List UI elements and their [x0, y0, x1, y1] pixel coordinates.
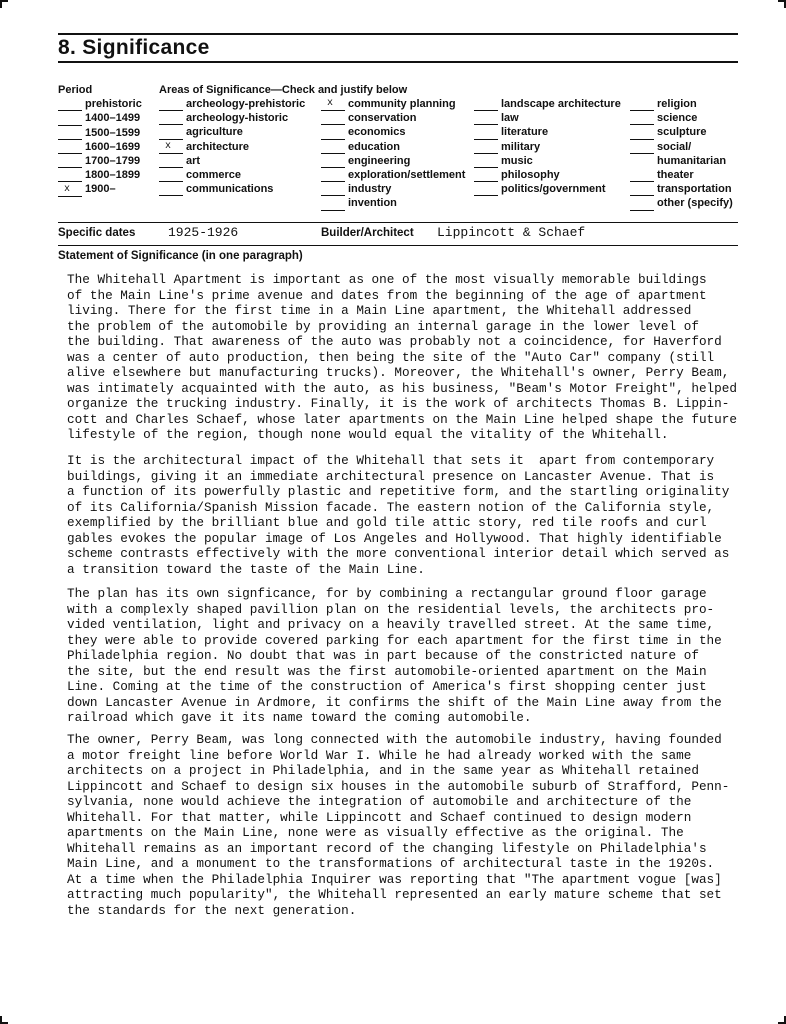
- text-line: organize the trucking industry. Finally, it is the work of architects Thomas B. Lippin-: [67, 396, 730, 411]
- checklist-label: social/: [657, 140, 692, 153]
- checklist-label: transportation: [657, 183, 732, 196]
- check-blank: [58, 100, 82, 111]
- text-line: of its California/Spanish Mission facade. The eastern notion of the California style,: [67, 499, 715, 515]
- checklist-label: 1500–1599: [85, 126, 141, 139]
- checklist-label: archeology-prehistoric: [186, 98, 306, 110]
- checklist-item: [321, 182, 465, 196]
- check-blank: [321, 200, 345, 211]
- checklist-item: [159, 111, 305, 125]
- text-line: At a time when the Philadelphia Inquirer was reporting that "The apartment vogue [was]: [67, 871, 722, 887]
- check-blank: [159, 171, 183, 182]
- text-line: the site, but the end result was the first automobile-oriented apartment on the Main: [67, 663, 707, 679]
- text-line: lifestyle of the region, though none would equal the vitality of the Whitehall.: [67, 427, 669, 442]
- check-blank: [474, 185, 498, 196]
- areas-column-3: [474, 97, 621, 196]
- checklist-item: [321, 140, 465, 154]
- checklist-item: [58, 140, 142, 154]
- checklist-label: other (specify): [657, 197, 733, 210]
- check-mark: x: [327, 98, 334, 110]
- checklist-label: 1900–: [85, 183, 116, 196]
- areas-column-2: [321, 97, 465, 211]
- text-line: The plan has its own signficance, for by combining a rectangular ground floor garage: [67, 586, 707, 601]
- checklist-label: 1600–1699: [85, 140, 141, 153]
- checklist-label: 1800–1899: [85, 169, 141, 182]
- text-line: cott and Charles Schaef, whose later apartments on the Main Line helped shape the future: [67, 411, 738, 427]
- check-blank: [630, 114, 654, 125]
- text-line: a motor freight line before World War I. While he had already worked with the same: [67, 747, 692, 763]
- dates-bottom-rule: [58, 245, 738, 246]
- check-mark: x: [165, 140, 172, 152]
- text-line: of the Main Line's prime avenue and dates from the beginning of the age of apartment: [67, 287, 707, 303]
- checklist-item: [630, 125, 733, 139]
- checklist-label: industry: [348, 183, 392, 196]
- checklist-label: education: [348, 140, 400, 153]
- checklist-item: [474, 154, 621, 168]
- check-blank: [321, 157, 345, 168]
- specific-dates-label: Specific dates: [58, 227, 136, 239]
- checklist-label: economics: [348, 126, 406, 139]
- checklist-label: literature: [501, 126, 549, 139]
- checklist-label: sculpture: [657, 126, 707, 139]
- check-blank: [58, 183, 82, 197]
- text-line: was intimately acquainted with the auto, as his business, "Beam's Motor Freight", helped: [67, 380, 738, 396]
- checklist-item: [630, 111, 733, 125]
- checklist-item: [321, 196, 465, 210]
- text-line: The owner, Perry Beam, was long connected with the automobile industry, having founded: [67, 732, 722, 747]
- checklist-item: [630, 140, 733, 154]
- statement-heading: Statement of Significance (in one paragraph): [58, 250, 303, 262]
- text-line: Whitehall remains as an important record of the changing lifestyle on Philadelphia's: [67, 840, 707, 856]
- checklist-label: architecture: [186, 140, 249, 153]
- check-blank: [630, 129, 654, 140]
- checklist-item: [58, 111, 142, 125]
- specific-dates-value: 1925-1926: [168, 225, 239, 240]
- checklist-item: [159, 140, 305, 154]
- text-line: the building. That awareness of the auto was probably not a coincidence, for Haverford: [67, 334, 722, 349]
- period-column: [58, 83, 142, 197]
- text-line: was a center of auto production, then being the site of the "Auto Car" company (still: [67, 349, 715, 365]
- checklist-item: [321, 168, 465, 182]
- areas-heading-wrap: [159, 83, 407, 97]
- paragraph-1: [67, 272, 757, 443]
- checklist-label: archeology-historic: [186, 112, 289, 125]
- dates-top-rule: [58, 222, 738, 223]
- checklist-item: [630, 182, 733, 196]
- checklist-item: [474, 97, 621, 111]
- checklist-item: [474, 140, 621, 154]
- text-line: a transition toward the taste of the Main Line.: [67, 561, 425, 577]
- checklist-item: [159, 168, 305, 182]
- checklist-label: communications: [186, 183, 274, 196]
- areas-column-4: [630, 97, 733, 211]
- top-rule: [58, 33, 738, 35]
- checklist-item: [630, 196, 733, 210]
- checklist-item: [630, 97, 733, 111]
- check-blank: [159, 129, 183, 140]
- checklist-label: 1700–1799: [85, 154, 141, 167]
- checklist-label: landscape architecture: [501, 98, 621, 110]
- checklist-item: [58, 154, 142, 168]
- checklist-item: [321, 97, 465, 111]
- checklist-label: conservation: [348, 112, 417, 125]
- checklist-item: [474, 125, 621, 139]
- text-line: sylvania, none would achieve the integration of automobile and architecture of the: [67, 794, 692, 809]
- checklist-label: invention: [348, 197, 397, 210]
- checklist-item: [58, 97, 142, 111]
- text-line: The Whitehall Apartment is important as one of the most visually memorable buildings: [67, 272, 707, 287]
- areas-heading: Areas of Significance—Check and justify below: [159, 84, 408, 96]
- text-line: gables evokes the popular image of Los Angeles and Hollywood. That highly identifiable: [67, 530, 722, 546]
- check-blank: [474, 100, 498, 111]
- check-blank: [474, 129, 498, 140]
- check-blank: [159, 114, 183, 125]
- checklist-item: [58, 126, 142, 140]
- check-blank: [159, 140, 183, 154]
- checklist-item: [474, 111, 621, 125]
- check-blank: [159, 157, 183, 168]
- check-blank: [58, 115, 82, 126]
- checklist-label: community planning: [348, 98, 456, 110]
- checklist-item: [321, 125, 465, 139]
- text-line: railroad which gave it its name toward the coming automobile.: [67, 710, 532, 725]
- check-blank: [630, 100, 654, 111]
- text-line: the standards for the next generation.: [67, 902, 357, 918]
- checklist-label: theater: [657, 168, 694, 181]
- checklist-label: philosophy: [501, 168, 560, 181]
- checklist-item: [159, 154, 305, 168]
- title-rule: [58, 61, 738, 63]
- text-line: It is the architectural impact of the Whitehall that sets it apart from contemporary: [67, 453, 715, 468]
- text-line: buildings, giving it an immediate architectural presence on Lancaster Avenue. That is: [67, 468, 715, 484]
- checklist-item: [321, 111, 465, 125]
- check-blank: [321, 129, 345, 140]
- checklist-label: humanitarian: [657, 154, 727, 167]
- areas-column-1: [159, 97, 305, 196]
- checklist-item: [58, 168, 142, 182]
- checklist-item: [474, 168, 621, 182]
- check-blank: [159, 185, 183, 196]
- checklist-label: military: [501, 140, 541, 153]
- text-line: living. There for the first time in a Main Line apartment, the Whitehall addressed: [67, 303, 692, 318]
- checklist-label: art: [186, 154, 201, 167]
- check-blank: [630, 171, 654, 182]
- text-line: architects on a project in Philadelphia, and in the same year as Whitehall retained: [67, 763, 699, 778]
- check-blank: [630, 143, 654, 154]
- checklist-item: [630, 154, 733, 168]
- text-line: Line. Coming at the time of the construction of America's first shopping center just: [67, 679, 707, 694]
- period-heading: Period: [58, 84, 93, 96]
- check-blank: [321, 185, 345, 196]
- section-title: 8. Significance: [58, 36, 210, 59]
- text-line: down Lancaster Avenue in Ardmore, it confirms the shift of the Main Line away from the: [67, 694, 722, 710]
- text-line: Lippincott and Schaef to design six houses in the automobile suburb of Strafford, Penn-: [67, 778, 730, 794]
- checklist-label: engineering: [348, 154, 411, 167]
- text-line: a function of its powerfully plastic and repetitive form, and the startling originality: [67, 484, 730, 499]
- checklist-label: agriculture: [186, 126, 243, 139]
- text-line: Philadelphia region. No doubt that was in part because of the constricted nature of: [67, 648, 699, 663]
- text-line: attracting much popularity", the Whitehall represented an early mature scheme that set: [67, 887, 722, 902]
- check-blank: [58, 171, 82, 182]
- checklist-label: exploration/settlement: [348, 168, 466, 181]
- scan-corner-mark: [0, 1016, 2, 1024]
- checklist-item: [474, 182, 621, 196]
- text-line: Main Line, and a monument to the transformations of architectural taste in the 1920s.: [67, 856, 715, 871]
- check-blank: [474, 157, 498, 168]
- checklist-item: [159, 182, 305, 196]
- check-blank: [321, 171, 345, 182]
- text-line: vided ventilation, light and privacy on a heavily travelled street. At the same time,: [67, 617, 715, 632]
- check-blank: [474, 143, 498, 154]
- checklist-label: prehistoric: [85, 98, 142, 111]
- checklist-item: [159, 125, 305, 139]
- checklist-label: commerce: [186, 168, 242, 181]
- check-blank: [321, 143, 345, 154]
- text-line: they were able to provide covered parking for each apartment for the first time in the: [67, 632, 722, 648]
- checklist-label: politics/government: [501, 183, 606, 196]
- checklist-item: [321, 154, 465, 168]
- checklist-label: law: [501, 112, 519, 125]
- paragraph-3: [67, 586, 757, 726]
- scan-corner-mark: [0, 0, 2, 8]
- text-line: alive elsewhere but manufacturing trucks). Moreover, the Whitehall's owner, Perry Beam,: [67, 365, 730, 380]
- paragraph-2: [67, 453, 757, 577]
- check-blank: [474, 171, 498, 182]
- checklist-label: religion: [657, 98, 697, 110]
- builder-label: Builder/Architect: [321, 227, 414, 239]
- check-blank: [58, 143, 82, 154]
- check-mark: x: [64, 183, 71, 195]
- text-line: apartments on the Main Line, none were as visually effective as the original. The: [67, 825, 684, 840]
- checklist-label: science: [657, 112, 698, 125]
- check-blank: [630, 200, 654, 211]
- check-blank: [321, 100, 345, 111]
- checklist-label: 1400–1499: [85, 112, 141, 125]
- check-blank: [321, 114, 345, 125]
- check-blank: [159, 100, 183, 111]
- builder-value: Lippincott & Schaef: [437, 225, 586, 240]
- check-blank: [58, 157, 82, 168]
- check-blank: [58, 129, 82, 140]
- paragraph-4: [67, 732, 757, 918]
- check-blank: [474, 114, 498, 125]
- text-line: exemplified by the brilliant blue and gold tile attic story, red tile roofs and curl: [67, 515, 707, 530]
- text-line: scheme contrasts effectively with the more conventional interior detail which served as: [67, 546, 730, 561]
- text-line: the problem of the automobile by providing an internal garage in the lower level of: [67, 318, 699, 334]
- checklist-item: [58, 182, 142, 196]
- text-line: Whitehall. For that matter, while Lippincott and Schaef continued to design modern: [67, 809, 692, 825]
- checklist-item: [159, 97, 305, 111]
- check-blank: [630, 185, 654, 196]
- checklist-item: [630, 168, 733, 182]
- text-line: with a complexly shaped pavillion plan on the residential levels, the architects pro-: [67, 601, 715, 617]
- checklist-label: music: [501, 154, 533, 167]
